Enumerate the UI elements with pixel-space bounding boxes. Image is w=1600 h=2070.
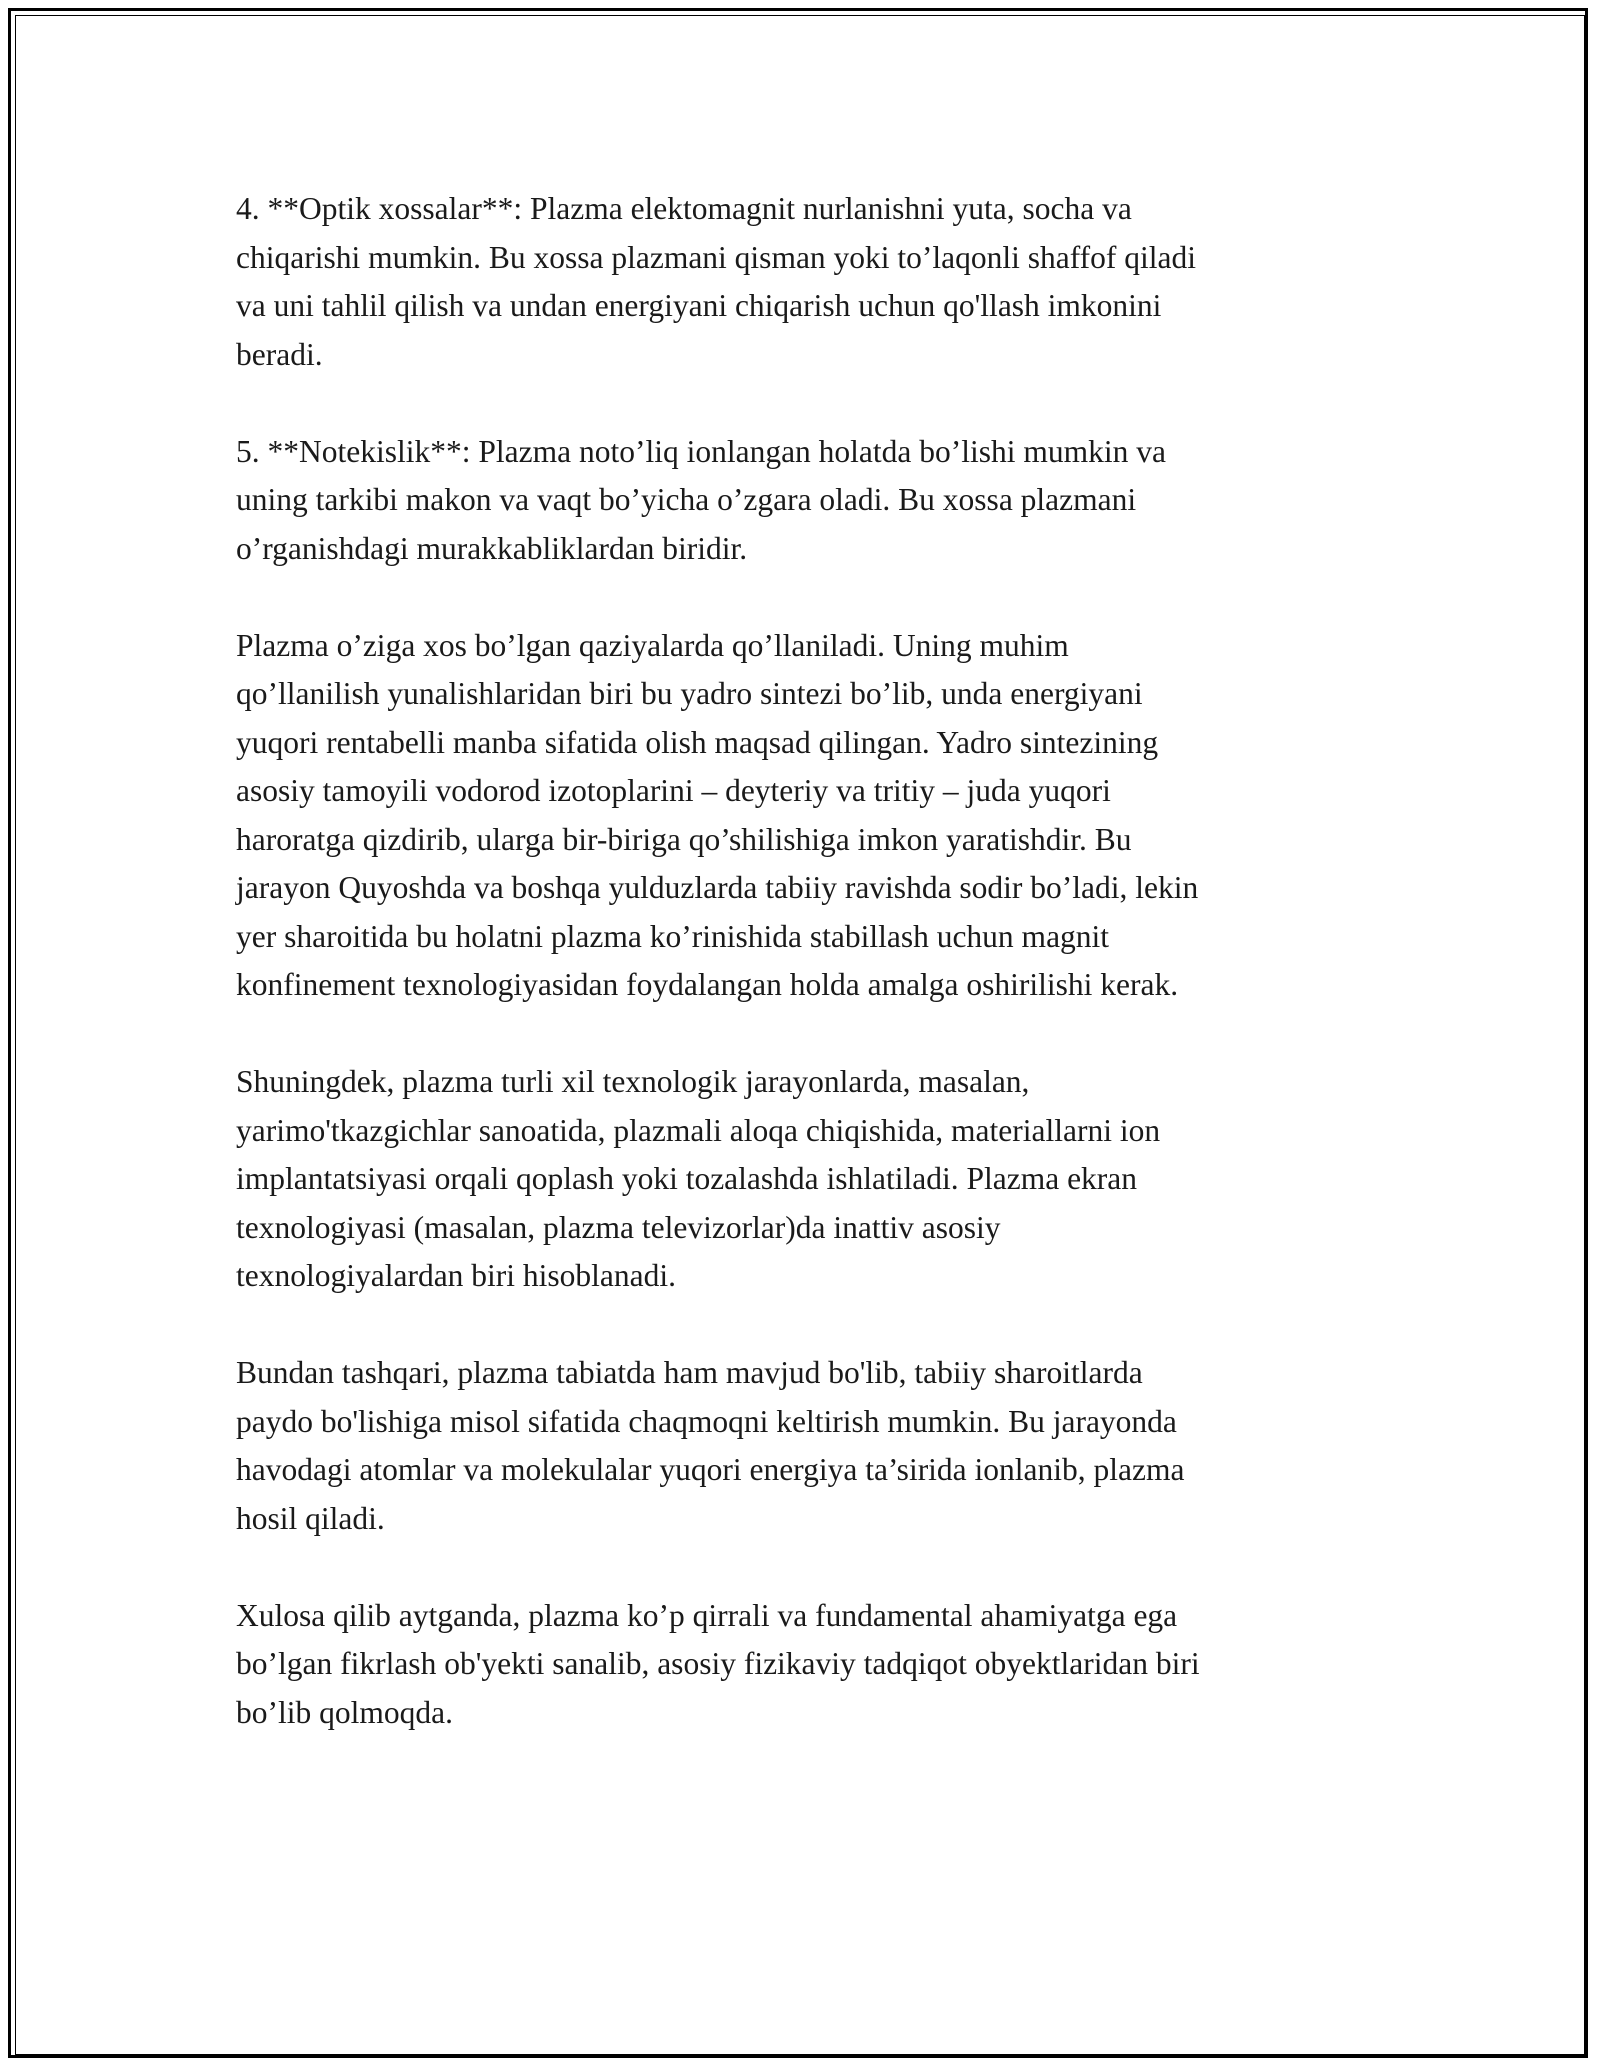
paragraph-non-uniformity	[236, 428, 1366, 574]
text-line: konfinement texnologiyasidan foydalangan holda amalga oshirilishi kerak.	[236, 967, 1179, 1002]
text-line: Plazma o’ziga xos bo’lgan qaziyalarda qo’llaniladi. Uning muhim	[236, 627, 1069, 663]
text-line: yarimo'tkazgichlar sanoatida, plazmali aloqa chiqishida, materiallarni ion	[236, 1112, 1161, 1148]
paragraph-technology-uses	[236, 1058, 1366, 1301]
text-line: havodagi atomlar va molekulalar yuqori energiya ta’sirida ionlanib, plazma	[236, 1452, 1185, 1487]
text-line: Xulosa qilib aytganda, plazma ko’p qirrali va fundamental ahamiyatga ega	[236, 1597, 1178, 1633]
text-line: o’rganishdagi murakkabliklardan biridir.	[236, 530, 748, 566]
document-body	[236, 185, 1366, 1786]
text-line: asosiy tamoyili vodorod izotoplarini – deyteriy va tritiy – juda yuqori	[236, 773, 1111, 808]
text-line: texnologiyalardan biri hisoblanadi.	[236, 1258, 677, 1293]
text-line: 4. **Optik xossalar**: Plazma elektomagnit nurlanishni yuta, socha va	[236, 191, 1132, 226]
text-line: bo’lib qolmoqda.	[236, 1694, 453, 1730]
text-line: paydo bo'lishiga misol sifatida chaqmoqni keltirish mumkin. Bu jarayonda	[236, 1403, 1177, 1439]
text-line: yer sharoitida bu holatni plazma ko’rinishida stabillash uchun magnit	[236, 918, 1110, 954]
text-line: jarayon Quyoshda va boshqa yulduzlarda tabiiy ravishda sodir bo’ladi, lekin	[236, 870, 1199, 905]
text-line: implantatsiyasi orqali qoplash yoki tozalashda ishlatiladi. Plazma ekran	[236, 1161, 1138, 1196]
text-line: bo’lgan fikrlash ob'yekti sanalib, asosiy fizikaviy tadqiqot obyektlaridan biri	[236, 1646, 1200, 1681]
text-line: Shuningdek, plazma turli xil texnologik jarayonlarda, masalan,	[236, 1064, 1030, 1099]
text-line: hosil qiladi.	[236, 1500, 385, 1536]
text-line: qo’llanilish yunalishlaridan biri bu yadro sintezi bo’lib, unda energiyani	[236, 676, 1143, 711]
text-line: 5. **Notekislik**: Plazma noto’liq ionlangan holatda bo’lishi mumkin va	[236, 433, 1167, 469]
paragraph-natural-plasma	[236, 1349, 1366, 1543]
paragraph-fusion-applications	[236, 622, 1366, 1010]
text-line: Bundan tashqari, plazma tabiatda ham mavjud bo'lib, tabiiy sharoitlarda	[236, 1355, 1143, 1390]
text-line: texnologiyasi (masalan, plazma televizorlar)da inattiv asosiy	[236, 1209, 1001, 1245]
text-line: va uni tahlil qilish va undan energiyani chiqarish uchun qo'llash imkonini	[236, 288, 1162, 323]
text-line: yuqori rentabelli manba sifatida olish maqsad qilingan. Yadro sintezining	[236, 724, 1159, 760]
paragraph-optical-properties	[236, 185, 1366, 379]
text-line: uning tarkibi makon va vaqt bo’yicha o’zgara oladi. Bu xossa plazmani	[236, 482, 1137, 517]
text-line: beradi.	[236, 336, 323, 372]
text-line: chiqarishi mumkin. Bu xossa plazmani qisman yoki to’laqonli shaffof qiladi	[236, 239, 1197, 275]
paragraph-conclusion	[236, 1592, 1366, 1738]
text-line: haroratga qizdirib, ularga bir-biriga qo’shilishiga imkon yaratishdir. Bu	[236, 821, 1132, 857]
